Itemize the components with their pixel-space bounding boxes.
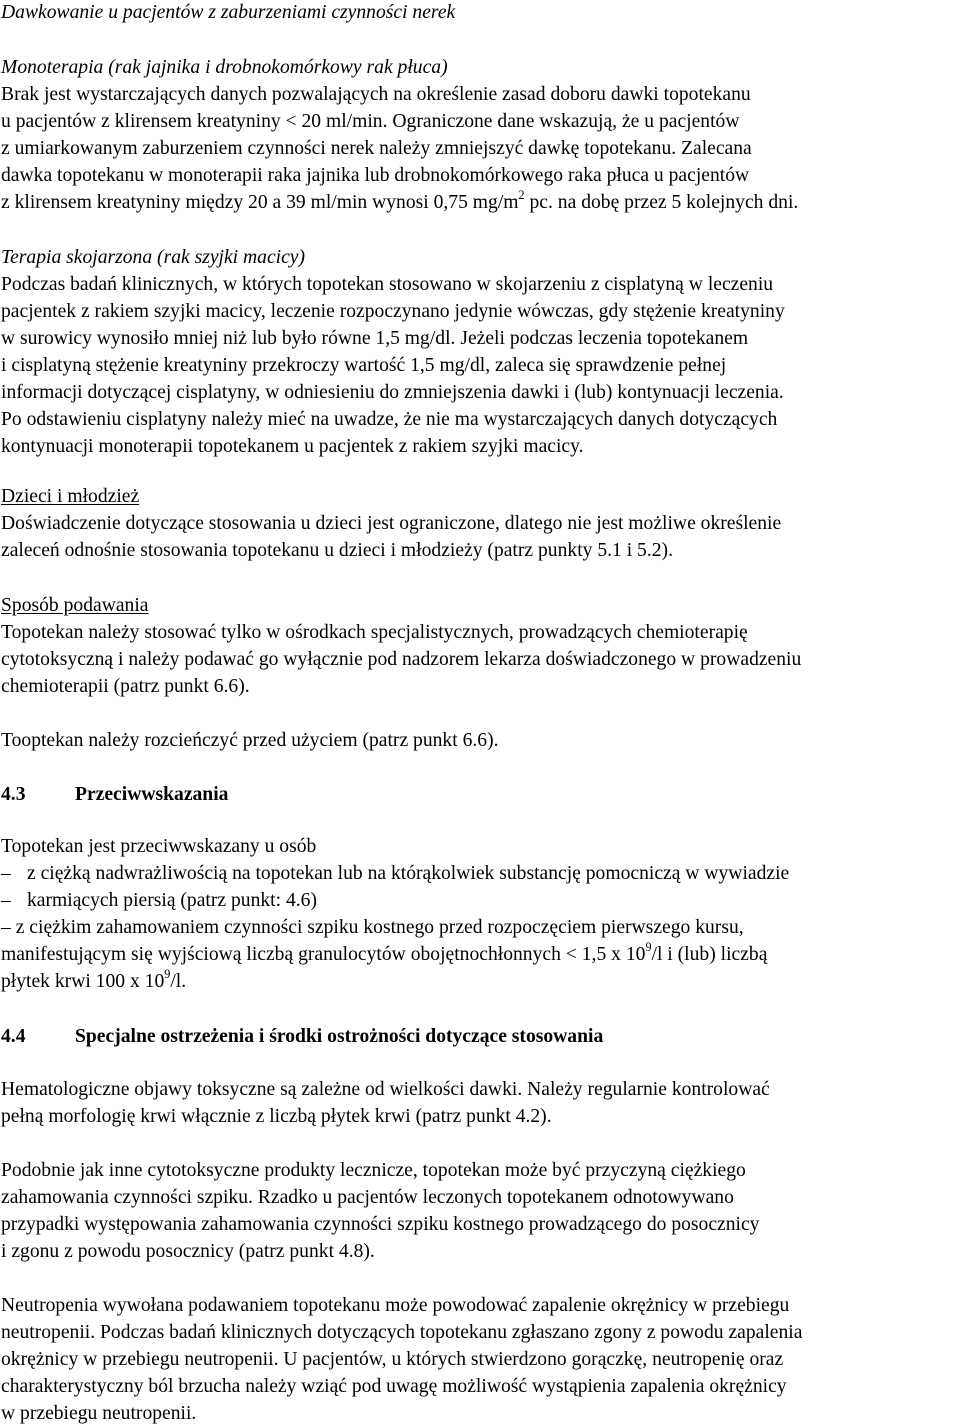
text-line: Hematologiczne objawy toksyczne są zależne od wielkości dawki. Należy regularnie kontrolować [1,1079,770,1100]
list-item: – karmiących piersią (patrz punkt: 4.6) [1,890,317,911]
text-line: Podczas badań klinicznych, w których topotekan stosowano w skojarzeniu z cisplatyną w leczeniu [1,274,774,295]
text-line: Po odstawieniu cisplatyny należy mieć na uwadze, że nie ma wystarczających danych dotyczących [1,409,778,430]
text-line: Podobnie jak inne cytotoksyczne produkty lecznicze, topotekan może być przyczyną ciężkiego [1,1160,746,1181]
text-line: przypadki występowania zahamowania czynności szpiku kostnego prowadzącego do posocznicy [1,1214,760,1235]
text-line: i zgonu z powodu posocznicy (patrz punkt 4.8). [1,1241,375,1262]
section-4-4-heading [1,1027,603,1047]
dash-bullet: – [1,917,16,938]
text-line: kontynuacji monoterapii topotekanem u pacjentek z rakiem szyjki macicy. [1,436,584,457]
text-line: z umiarkowanym zaburzeniem czynności nerek należy zmniejszyć dawkę topotekanu. Zalecana [1,138,752,159]
section-title: Przeciwwskazania [75,784,229,805]
renal-dosing-heading: Dawkowanie u pacjentów z zaburzeniami czynności nerek [1,2,456,23]
text-line: charakterystyczny ból brzucha należy wziąć pod uwagę możliwość wystąpienia zapalenia okrężnicy [1,1376,787,1397]
text-line: chemioterapii (patrz punkt 6.6). [1,676,250,697]
text-line: informacji dotyczącej cisplatyny, w odniesieniu do zmniejszenia dawki i (lub) kontynuacji leczenia. [1,382,784,403]
text-line: Topotekan jest przeciwwskazany u osób [1,836,317,857]
text-line: Topotekan należy stosować tylko w ośrodkach specjalistycznych, prowadzących chemioterapię [1,622,748,643]
text-line: cytotoksyczną i należy podawać go wyłącznie pod nadzorem lekarza doświadczonego w prowadzeniu [1,649,802,670]
text-line: okrężnicy w przebiegu neutropenii. U pacjentów, u których stwierdzono gorączkę, neutropenię oraz [1,1349,784,1370]
dash-bullet: – [1,863,11,884]
text-line: dawka topotekanu w monoterapii raka jajnika lub drobnokomórkowego raka płuca u pacjentów [1,165,750,186]
text-line: zaleceń odnośnie stosowania topotekanu u dzieci i młodzieży (patrz punkty 5.1 i 5.2). [1,540,673,561]
text-line: z klirensem kreatyniny między 20 a 39 ml/min wynosi 0,75 $mg/m^2$ pc. na dobę przez 5 kolejnych dni. [1,188,799,213]
text-line: Neutropenia wywołana podawaniem topotekanu może powodować zapalenie okrężnicy w przebiegu [1,1295,790,1316]
text-line: Tooptekan należy rozcieńczyć przed użyciem (patrz punkt 6.6). [1,730,499,751]
text-line: neutropenii. Podczas badań klinicznych dotyczących topotekanu zgłaszano zgony z powodu zapalenia [1,1322,803,1343]
text-line: Brak jest wystarczających danych pozwalających na określenie zasad doboru dawki topotekanu [1,84,751,105]
children-heading: Dzieci i młodzież [1,486,140,507]
section-number: 4.3 [1,784,26,805]
list-item: – z ciężkim zahamowaniem czynności szpiku kostnego przed rozpoczęciem pierwszego kursu, [1,917,744,938]
section-number: 4.4 [1,1026,26,1047]
combination-subheading: Terapia skojarzona (rak szyjki macicy) [1,247,306,268]
text-line: pacjentek z rakiem szyjki macicy, leczenie rozpoczynano jedynie wówczas, gdy stężenie kreatyniny [1,301,785,322]
dash-bullet: – [1,890,11,911]
monotherapy-subheading: Monoterapia (rak jajnika i drobnokomórkowy rak płuca) [1,57,448,78]
administration-heading: Sposób podawania [1,595,149,616]
text-line: u pacjentów z klirensem kreatyniny < 20 ml/min. Ograniczone dane wskazują, że u pacjentów [1,111,740,132]
list-item: – z ciężką nadwrażliwością na topotekan lub na którąkolwiek substancję pomocniczą w wywiadzie [1,863,790,884]
text-line: i cisplatyną stężenie kreatyniny przekroczy wartość 1,5 mg/dl, zaleca się sprawdzenie pełnej [1,355,727,376]
text-line: płytek krwi 100 x $10^9/l$. [1,967,187,992]
text-line: manifestującym się wyjściową liczbą granulocytów obojętnochłonnych < 1,5 x $10^9/l$ i (lub) liczbą [1,940,768,965]
text-line: Doświadczenie dotyczące stosowania u dzieci jest ograniczone, dlatego nie jest możliwe określenie [1,513,782,534]
text-line: pełną morfologię krwi włącznie z liczbą płytek krwi (patrz punkt 4.2). [1,1106,552,1127]
text-line: w surowicy wynosiło mniej niż lub było równe 1,5 mg/dl. Jeżeli podczas leczenia topotekanem [1,328,749,349]
text-line: zahamowania czynności szpiku. Rzadko u pacjentów leczonych topotekanem odnotowywano [1,1187,734,1208]
text-line: w przebiegu neutropenii. [1,1403,197,1424]
section-title: Specjalne ostrzeżenia i środki ostrożności dotyczące stosowania [75,1026,604,1047]
section-4-3-heading [1,785,228,805]
